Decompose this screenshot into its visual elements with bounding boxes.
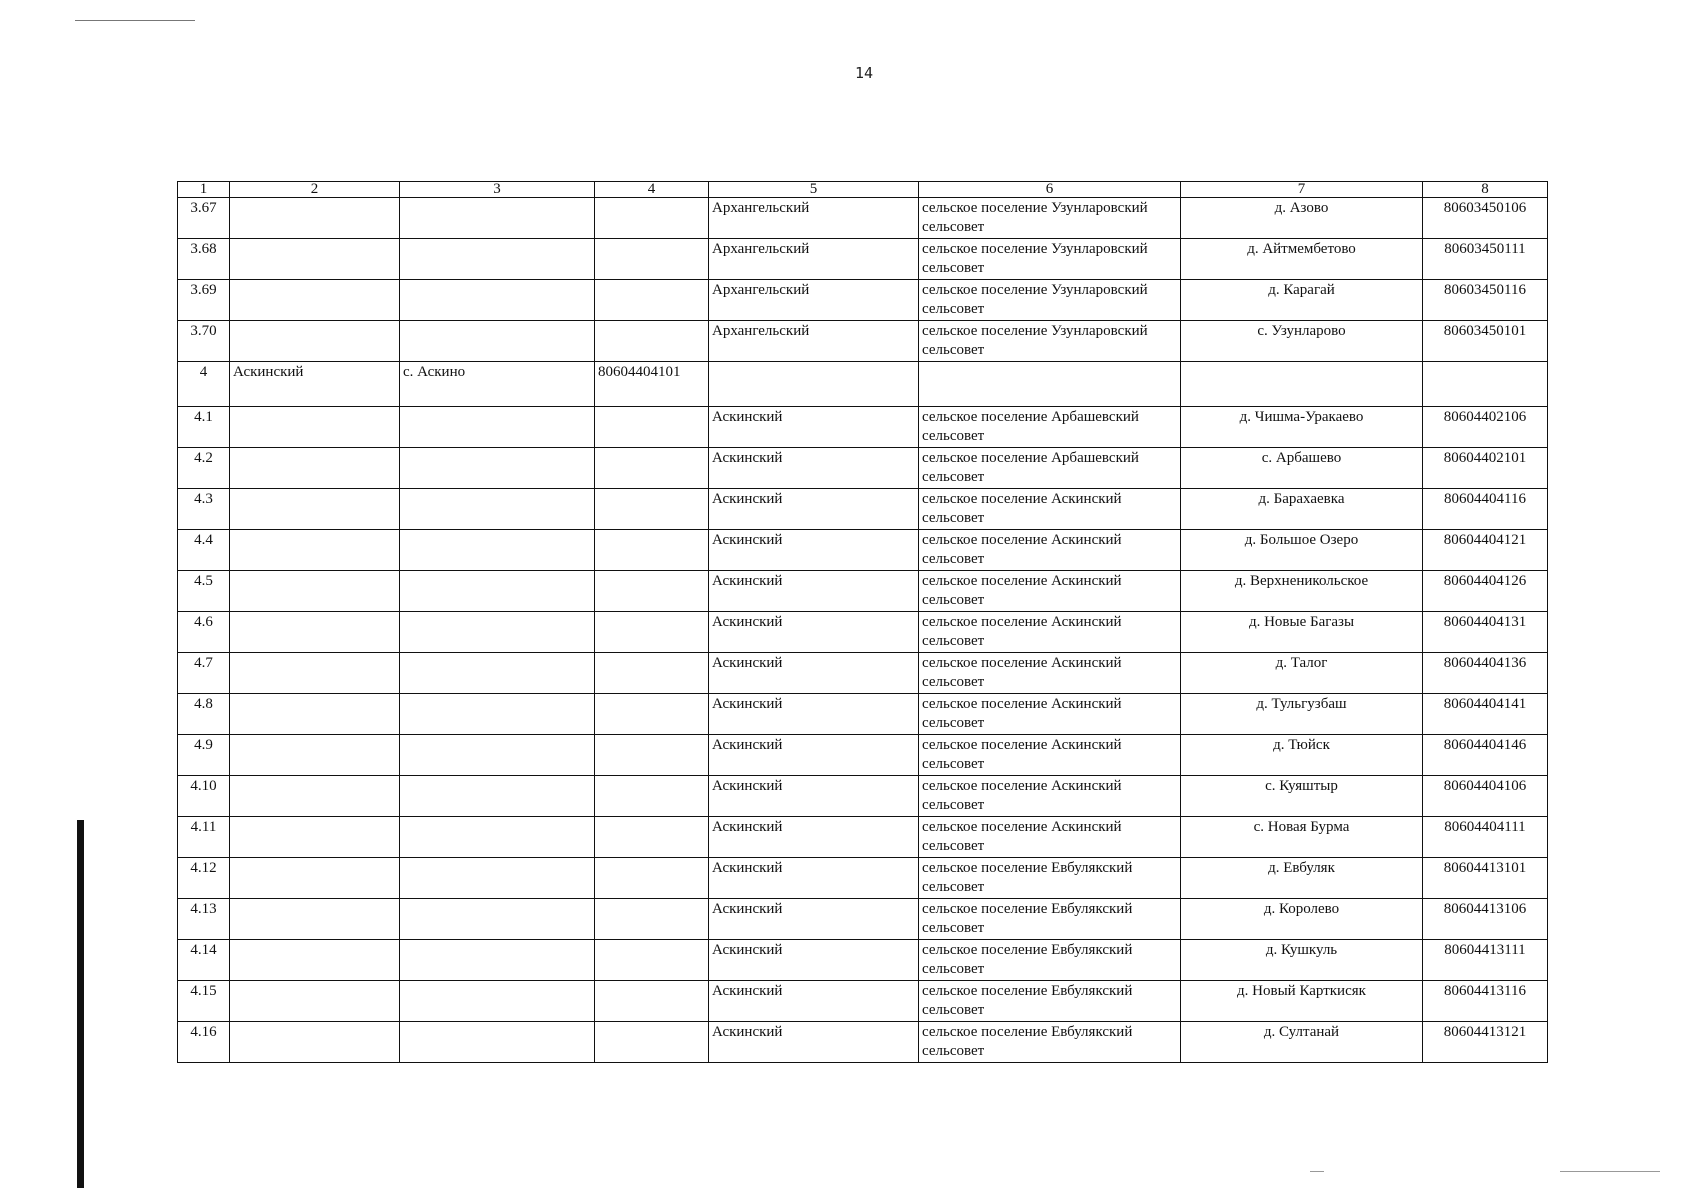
district-code-cell	[595, 321, 709, 362]
center-cell	[400, 530, 595, 571]
settlement-council-cell: сельское поселение Евбулякский сельсовет	[919, 1022, 1181, 1063]
district-cell	[230, 1022, 400, 1063]
district-cell	[230, 735, 400, 776]
district-cell	[230, 858, 400, 899]
locality-cell: д. Султанай	[1181, 1022, 1423, 1063]
row-number-cell: 4.15	[178, 981, 230, 1022]
table-row	[178, 530, 1548, 571]
municipality-cell: Аскинский	[709, 817, 919, 858]
row-number-cell: 4.13	[178, 899, 230, 940]
district-code-cell	[595, 694, 709, 735]
oktmo-code-cell: 80603450101	[1423, 321, 1548, 362]
municipality-cell: Аскинский	[709, 530, 919, 571]
header-row	[178, 182, 1548, 198]
locality-cell: д. Новый Карткисяк	[1181, 981, 1423, 1022]
oktmo-code-cell: 80603450106	[1423, 198, 1548, 239]
district-cell	[230, 239, 400, 280]
district-code-cell	[595, 1022, 709, 1063]
district-code-cell	[595, 239, 709, 280]
oktmo-code-cell	[1423, 362, 1548, 407]
oktmo-code-cell: 80603450111	[1423, 239, 1548, 280]
center-cell	[400, 239, 595, 280]
center-cell	[400, 448, 595, 489]
locality-cell: д. Королево	[1181, 899, 1423, 940]
oktmo-code-cell: 80604413101	[1423, 858, 1548, 899]
top-scan-rule	[75, 20, 195, 21]
district-code-cell	[595, 530, 709, 571]
row-number-cell: 4.7	[178, 653, 230, 694]
district-cell	[230, 653, 400, 694]
locality-cell: д. Тюйск	[1181, 735, 1423, 776]
locality-cell: д. Кушкуль	[1181, 940, 1423, 981]
oktmo-code-cell: 80604404106	[1423, 776, 1548, 817]
municipality-cell: Аскинский	[709, 940, 919, 981]
district-code-cell	[595, 940, 709, 981]
municipality-cell: Архангельский	[709, 239, 919, 280]
center-cell	[400, 489, 595, 530]
district-code-cell	[595, 858, 709, 899]
oktmo-code-cell: 80604402106	[1423, 407, 1548, 448]
district-cell	[230, 407, 400, 448]
table-row	[178, 899, 1548, 940]
page-number: 14	[855, 64, 874, 82]
center-cell	[400, 776, 595, 817]
table-row	[178, 321, 1548, 362]
center-cell	[400, 198, 595, 239]
center-cell	[400, 735, 595, 776]
row-number-cell: 4.3	[178, 489, 230, 530]
district-cell	[230, 776, 400, 817]
settlement-council-cell: сельское поселение Аскинский сельсовет	[919, 817, 1181, 858]
district-cell	[230, 321, 400, 362]
settlement-council-cell: сельское поселение Аскинский сельсовет	[919, 530, 1181, 571]
district-code-cell	[595, 407, 709, 448]
row-number-cell: 4.6	[178, 612, 230, 653]
center-cell: с. Аскино	[400, 362, 595, 407]
center-cell	[400, 1022, 595, 1063]
row-number-cell: 3.70	[178, 321, 230, 362]
municipality-cell: Аскинский	[709, 776, 919, 817]
center-cell	[400, 612, 595, 653]
row-number-cell: 4.5	[178, 571, 230, 612]
center-cell	[400, 653, 595, 694]
row-number-cell: 4.2	[178, 448, 230, 489]
district-code-cell	[595, 817, 709, 858]
district-cell	[230, 899, 400, 940]
table-row	[178, 362, 1548, 407]
locality-cell: д. Талог	[1181, 653, 1423, 694]
settlement-council-cell: сельское поселение Аскинский сельсовет	[919, 776, 1181, 817]
column-header: 4	[595, 182, 709, 198]
row-number-cell: 3.69	[178, 280, 230, 321]
municipality-cell	[709, 362, 919, 407]
settlement-council-cell: сельское поселение Евбулякский сельсовет	[919, 858, 1181, 899]
row-number-cell: 4	[178, 362, 230, 407]
settlement-council-cell: сельское поселение Арбашевский сельсовет	[919, 448, 1181, 489]
municipality-cell: Архангельский	[709, 198, 919, 239]
table-row	[178, 776, 1548, 817]
row-number-cell: 4.1	[178, 407, 230, 448]
locality-cell: с. Куяштыр	[1181, 776, 1423, 817]
row-number-cell: 3.68	[178, 239, 230, 280]
column-header: 6	[919, 182, 1181, 198]
settlement-council-cell: сельское поселение Евбулякский сельсовет	[919, 940, 1181, 981]
center-cell	[400, 571, 595, 612]
center-cell	[400, 899, 595, 940]
district-code-cell	[595, 448, 709, 489]
oktmo-code-cell: 80603450116	[1423, 280, 1548, 321]
municipality-cell: Аскинский	[709, 694, 919, 735]
row-number-cell: 4.16	[178, 1022, 230, 1063]
locality-cell: с. Новая Бурма	[1181, 817, 1423, 858]
oktmo-code-cell: 80604413116	[1423, 981, 1548, 1022]
table-row	[178, 981, 1548, 1022]
row-number-cell: 4.10	[178, 776, 230, 817]
settlement-council-cell: сельское поселение Евбулякский сельсовет	[919, 981, 1181, 1022]
center-cell	[400, 694, 595, 735]
district-code-cell: 80604404101	[595, 362, 709, 407]
table-row	[178, 612, 1548, 653]
district-cell	[230, 817, 400, 858]
locality-cell: д. Тульгузбаш	[1181, 694, 1423, 735]
oktmo-code-cell: 80604413111	[1423, 940, 1548, 981]
scan-mark	[1310, 1171, 1324, 1172]
settlement-council-cell: сельское поселение Аскинский сельсовет	[919, 653, 1181, 694]
oktmo-code-cell: 80604413121	[1423, 1022, 1548, 1063]
settlement-council-cell: сельское поселение Узунларовский сельсовет	[919, 321, 1181, 362]
district-code-cell	[595, 198, 709, 239]
locality-cell: д. Большое Озеро	[1181, 530, 1423, 571]
district-code-cell	[595, 653, 709, 694]
table-row	[178, 407, 1548, 448]
oktmo-code-cell: 80604404136	[1423, 653, 1548, 694]
municipality-cell: Архангельский	[709, 280, 919, 321]
district-cell	[230, 571, 400, 612]
oktmo-code-cell: 80604404126	[1423, 571, 1548, 612]
settlement-council-cell: сельское поселение Узунларовский сельсовет	[919, 239, 1181, 280]
column-header: 3	[400, 182, 595, 198]
settlement-council-cell	[919, 362, 1181, 407]
table-row	[178, 448, 1548, 489]
district-cell	[230, 489, 400, 530]
locality-cell: д. Чишма-Уракаево	[1181, 407, 1423, 448]
column-header: 7	[1181, 182, 1423, 198]
municipality-cell: Аскинский	[709, 612, 919, 653]
table-row	[178, 940, 1548, 981]
municipality-cell: Аскинский	[709, 899, 919, 940]
oktmo-code-cell: 80604404121	[1423, 530, 1548, 571]
oktmo-code-cell: 80604404131	[1423, 612, 1548, 653]
table-row	[178, 1022, 1548, 1063]
table-row	[178, 280, 1548, 321]
column-header: 1	[178, 182, 230, 198]
district-code-cell	[595, 280, 709, 321]
column-header: 2	[230, 182, 400, 198]
scan-mark	[1560, 1171, 1660, 1172]
municipality-cell: Аскинский	[709, 981, 919, 1022]
municipality-cell: Аскинский	[709, 858, 919, 899]
oktmo-code-cell: 80604404141	[1423, 694, 1548, 735]
district-code-cell	[595, 612, 709, 653]
center-cell	[400, 858, 595, 899]
oktmo-code-cell: 80604404146	[1423, 735, 1548, 776]
municipality-cell: Аскинский	[709, 448, 919, 489]
municipality-cell: Архангельский	[709, 321, 919, 362]
locality-cell: д. Верхненикольское	[1181, 571, 1423, 612]
municipality-cell: Аскинский	[709, 489, 919, 530]
center-cell	[400, 940, 595, 981]
settlement-council-cell: сельское поселение Аскинский сельсовет	[919, 571, 1181, 612]
table-body	[178, 182, 1548, 1063]
row-number-cell: 4.14	[178, 940, 230, 981]
center-cell	[400, 280, 595, 321]
locality-cell	[1181, 362, 1423, 407]
district-cell	[230, 530, 400, 571]
district-code-cell	[595, 899, 709, 940]
column-header: 8	[1423, 182, 1548, 198]
table-row	[178, 571, 1548, 612]
center-cell	[400, 321, 595, 362]
center-cell	[400, 407, 595, 448]
locality-cell: с. Узунларово	[1181, 321, 1423, 362]
table-row	[178, 653, 1548, 694]
locality-cell: д. Айтмембетово	[1181, 239, 1423, 280]
table-row	[178, 239, 1548, 280]
settlement-council-cell: сельское поселение Арбашевский сельсовет	[919, 407, 1181, 448]
municipality-cell: Аскинский	[709, 735, 919, 776]
oktmo-code-cell: 80604413106	[1423, 899, 1548, 940]
column-header: 5	[709, 182, 919, 198]
municipality-cell: Аскинский	[709, 653, 919, 694]
municipality-cell: Аскинский	[709, 407, 919, 448]
settlement-council-cell: сельское поселение Аскинский сельсовет	[919, 612, 1181, 653]
settlement-council-cell: сельское поселение Евбулякский сельсовет	[919, 899, 1181, 940]
district-code-cell	[595, 776, 709, 817]
oktmo-code-cell: 80604402101	[1423, 448, 1548, 489]
locality-cell: д. Новые Багазы	[1181, 612, 1423, 653]
center-cell	[400, 981, 595, 1022]
oktmo-code-cell: 80604404116	[1423, 489, 1548, 530]
district-cell	[230, 280, 400, 321]
district-cell	[230, 694, 400, 735]
table-row	[178, 735, 1548, 776]
table-row	[178, 817, 1548, 858]
settlement-council-cell: сельское поселение Аскинский сельсовет	[919, 489, 1181, 530]
locality-cell: д. Евбуляк	[1181, 858, 1423, 899]
center-cell	[400, 817, 595, 858]
settlement-council-cell: сельское поселение Аскинский сельсовет	[919, 694, 1181, 735]
settlements-table	[177, 181, 1548, 1063]
settlement-council-cell: сельское поселение Аскинский сельсовет	[919, 735, 1181, 776]
table-row	[178, 858, 1548, 899]
municipality-cell: Аскинский	[709, 1022, 919, 1063]
district-code-cell	[595, 981, 709, 1022]
locality-cell: д. Карагай	[1181, 280, 1423, 321]
table-row	[178, 198, 1548, 239]
district-cell	[230, 940, 400, 981]
district-cell	[230, 612, 400, 653]
district-cell	[230, 448, 400, 489]
district-code-cell	[595, 735, 709, 776]
district-cell	[230, 198, 400, 239]
district-cell: Аскинский	[230, 362, 400, 407]
locality-cell: д. Азово	[1181, 198, 1423, 239]
row-number-cell: 4.8	[178, 694, 230, 735]
locality-cell: с. Арбашево	[1181, 448, 1423, 489]
district-cell	[230, 981, 400, 1022]
left-scan-bar	[77, 820, 84, 1188]
municipality-cell: Аскинский	[709, 571, 919, 612]
table-row	[178, 489, 1548, 530]
row-number-cell: 4.4	[178, 530, 230, 571]
locality-cell: д. Барахаевка	[1181, 489, 1423, 530]
settlement-council-cell: сельское поселение Узунларовский сельсовет	[919, 280, 1181, 321]
row-number-cell: 4.12	[178, 858, 230, 899]
row-number-cell: 3.67	[178, 198, 230, 239]
oktmo-code-cell: 80604404111	[1423, 817, 1548, 858]
row-number-cell: 4.9	[178, 735, 230, 776]
settlement-council-cell: сельское поселение Узунларовский сельсовет	[919, 198, 1181, 239]
district-code-cell	[595, 489, 709, 530]
table-row	[178, 694, 1548, 735]
row-number-cell: 4.11	[178, 817, 230, 858]
district-code-cell	[595, 571, 709, 612]
